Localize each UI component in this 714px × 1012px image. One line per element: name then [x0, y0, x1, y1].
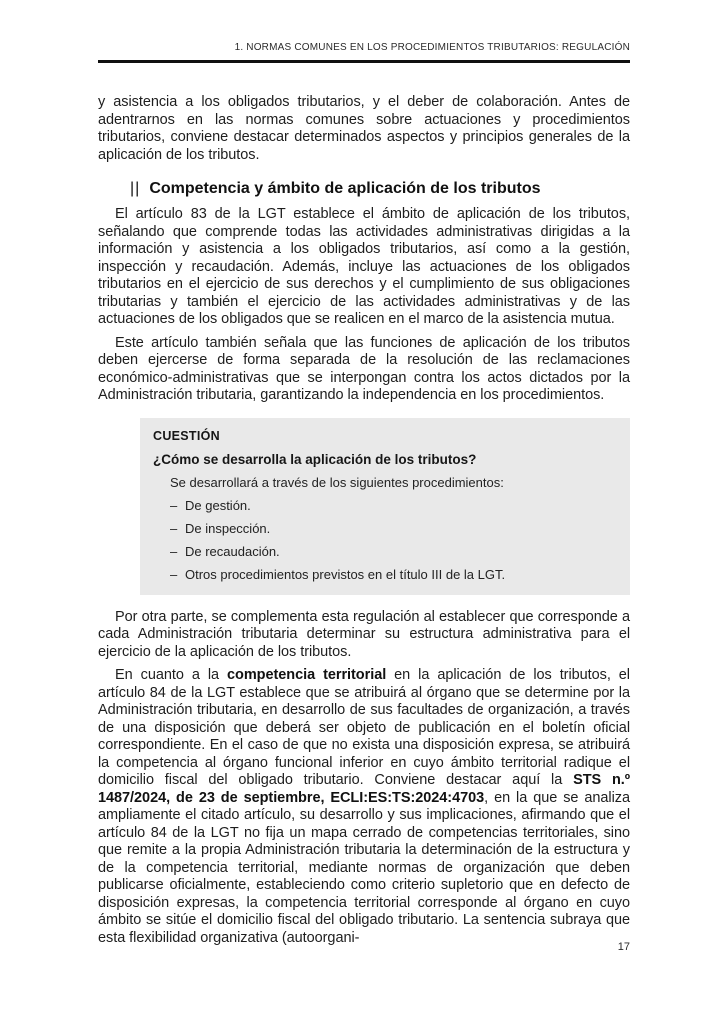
- list-item-text: Otros procedimientos previstos en el título III de la LGT.: [185, 566, 506, 582]
- page-number: 17: [617, 941, 630, 953]
- document-body: [98, 94, 630, 947]
- list-item: [170, 522, 616, 536]
- heading-marker: ||: [130, 180, 141, 197]
- paragraph-text: , en la que se analiza ampliamente el citado artículo, su desarrollo y sus implicaciones, afirmando que el artículo 84 de la LGT no fija un mapa cerrado de competencias territoriales, sino que remite a la propia Administración tributaria la determinación de la estructura y de la competencia territorial, mediante normas de organización que deben publicarse oficialmente, estableciendo como criterio supletorio que en defecto de disposición expresas, la competencia territorial corresponde al órgano en cuyo ámbito se sitúe el domicilio fiscal del obligado tributario. La sentencia subraya que esta flexibilidad organizativa (autoorgani-: [98, 789, 630, 946]
- paragraph-text: en la aplicación de los tributos, el artículo 84 de la LGT establece que se atribuirá al órgano que se determine por la Administración tributaria, en desarrollo de sus facultades de organización, a través de una disposición que deberá ser objeto de publicación en el boletín oficial correspondiente. En el caso de que no exista una disposición expresa, se atribuirá la competencia al órgano funcional inferior en cuyo ámbito territorial radique el domicilio fiscal del obligado tributario. Conviene destacar aquí la: [98, 667, 630, 788]
- section-heading-text: Competencia y ámbito de aplicación de los tributos: [149, 180, 541, 197]
- question-box-list: [153, 499, 616, 582]
- dash-bullet: –: [170, 566, 178, 582]
- list-item-text: De gestión.: [185, 497, 251, 513]
- header-rule: [98, 60, 630, 63]
- section-heading: [98, 179, 630, 198]
- paragraph-intro: y asistencia a los obligados tributarios, y el deber de colaboración. Antes de adentrarnos en las normas comunes sobre actuaciones y procedimientos tributarios, conviene destacar determinados aspectos y principios generales de la aplicación de los tributos.: [98, 94, 630, 163]
- question-box: [140, 418, 630, 595]
- question-box-intro: Se desarrollará a través de los siguientes procedimientos:: [170, 474, 504, 490]
- list-item: [170, 545, 616, 559]
- bold-sts-reference: STS n.º 1487/2024, de 23 de septiembre, ECLI:ES:TS:2024:4703: [98, 772, 631, 806]
- paragraph-estructura-administrativa: Por otra parte, se complementa esta regulación al establecer que corresponde a cada Administración tributaria determinar su estructura administrativa para el ejercicio de la aplicación de los tributos.: [98, 608, 630, 660]
- dash-bullet: –: [170, 497, 178, 513]
- bold-competencia-territorial: competencia territorial: [227, 667, 387, 683]
- paragraph-articulo-83: El artículo 83 de la LGT establece el ámbito de aplicación de los tributos, señalando que comprende todas las actividades administrativas dirigidas a la información y asistencia a los obligados tributarios, así como a la gestión, inspección y recaudación. Además, incluye las actuaciones de los obligados tributarios en el ejercicio de sus derechos y el cumplimiento de sus obligaciones tributarias y también el ejercicio de las actividades administrativas y de las actuaciones de los obligados que se realicen en el marco de la asistencia mutua.: [98, 206, 630, 327]
- paragraph-text: En cuanto a la: [115, 667, 227, 683]
- list-item-text: De inspección.: [185, 520, 271, 536]
- page-header: [98, 42, 630, 63]
- paragraph-funciones-separadas: Este artículo también señala que las funciones de aplicación de los tributos deben ejercerse de forma separada de la resolución de las reclamaciones económico-administrativas que se interpongan contra los actos dictados por la Administración tributaria, garantizando la independencia en los procedimientos.: [98, 334, 630, 403]
- question-box-question: ¿Cómo se desarrolla la aplicación de los tributos?: [153, 451, 477, 467]
- dash-bullet: –: [170, 543, 178, 559]
- paragraph-competencia-territorial: [98, 667, 630, 947]
- list-item-text: De recaudación.: [185, 543, 280, 559]
- running-header-title: 1. NORMAS COMUNES EN LOS PROCEDIMIENTOS TRIBUTARIOS: REGULACIÓN: [234, 42, 630, 53]
- dash-bullet: –: [170, 520, 178, 536]
- question-box-label: CUESTIÓN: [153, 428, 220, 443]
- list-item: [170, 499, 616, 513]
- list-item: [170, 568, 616, 582]
